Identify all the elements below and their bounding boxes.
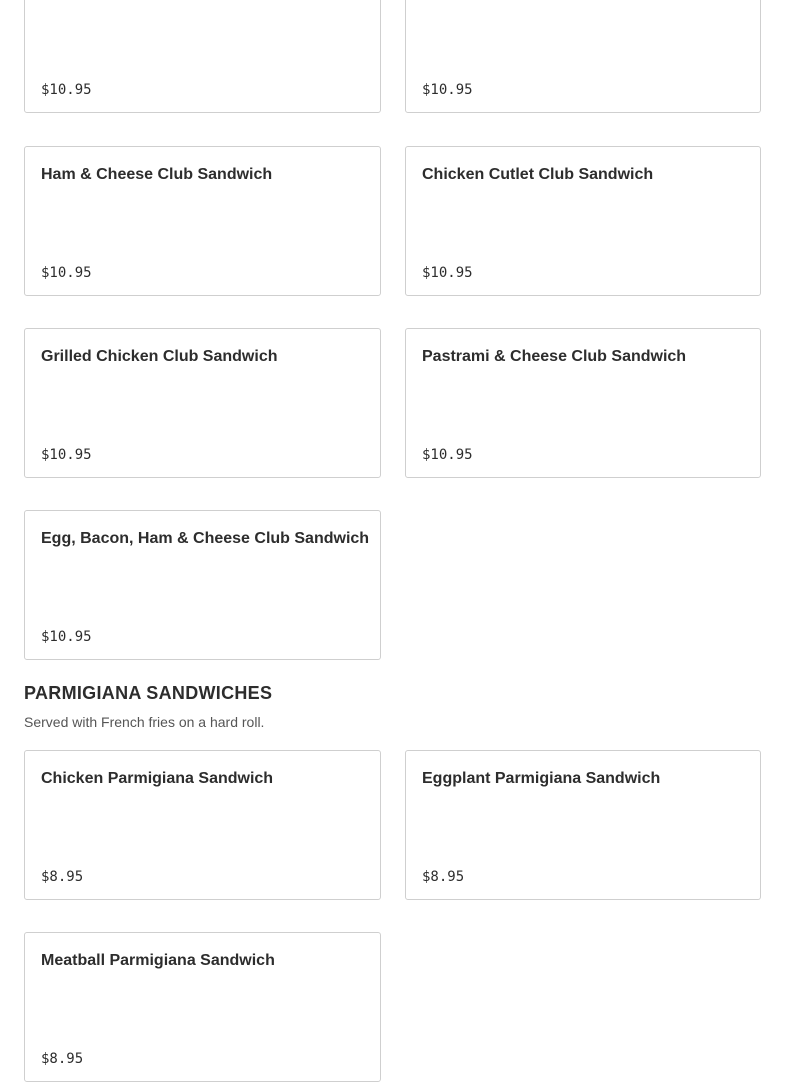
menu-item-price: $8.95 (422, 869, 465, 885)
menu-item-price: $8.95 (41, 869, 84, 885)
menu-item-name: Chicken Cutlet Club Sandwich (422, 166, 654, 183)
menu-item-name: Pastrami & Cheese Club Sandwich (422, 348, 687, 365)
menu-item-price: $10.95 (41, 447, 92, 463)
menu-item-card[interactable] (24, 328, 381, 478)
menu-item-card[interactable] (24, 146, 381, 296)
menu-item-card[interactable] (405, 146, 761, 296)
menu-item-price: $10.95 (41, 265, 92, 281)
menu-item-card[interactable] (405, 328, 761, 478)
section-description: Served with French fries on a hard roll. (24, 714, 265, 730)
section-title: PARMIGIANA SANDWICHES (24, 683, 273, 703)
menu-item-card[interactable] (405, 750, 761, 900)
menu-item-price: $10.95 (422, 265, 473, 281)
menu-item-price: $10.95 (422, 82, 473, 98)
menu-item-name: Egg, Bacon, Ham & Cheese Club Sandwich (41, 530, 370, 547)
menu-item-price: $10.95 (422, 447, 473, 463)
menu-item-price: $10.95 (41, 629, 92, 645)
menu-item-card[interactable] (24, 932, 381, 1082)
menu-item-card[interactable] (24, 0, 381, 113)
menu-item-name: Grilled Chicken Club Sandwich (41, 348, 278, 365)
menu-item-card[interactable] (405, 0, 761, 113)
menu-item-card[interactable] (24, 510, 381, 660)
menu-item-price: $8.95 (41, 1051, 84, 1067)
menu-item-name: Ham & Cheese Club Sandwich (41, 166, 273, 183)
menu-item-name: Eggplant Parmigiana Sandwich (422, 770, 661, 787)
menu-item-price: $10.95 (41, 82, 92, 98)
menu-item-name: Meatball Parmigiana Sandwich (41, 952, 275, 969)
menu-item-card[interactable] (24, 750, 381, 900)
menu-item-name: Chicken Parmigiana Sandwich (41, 770, 274, 787)
